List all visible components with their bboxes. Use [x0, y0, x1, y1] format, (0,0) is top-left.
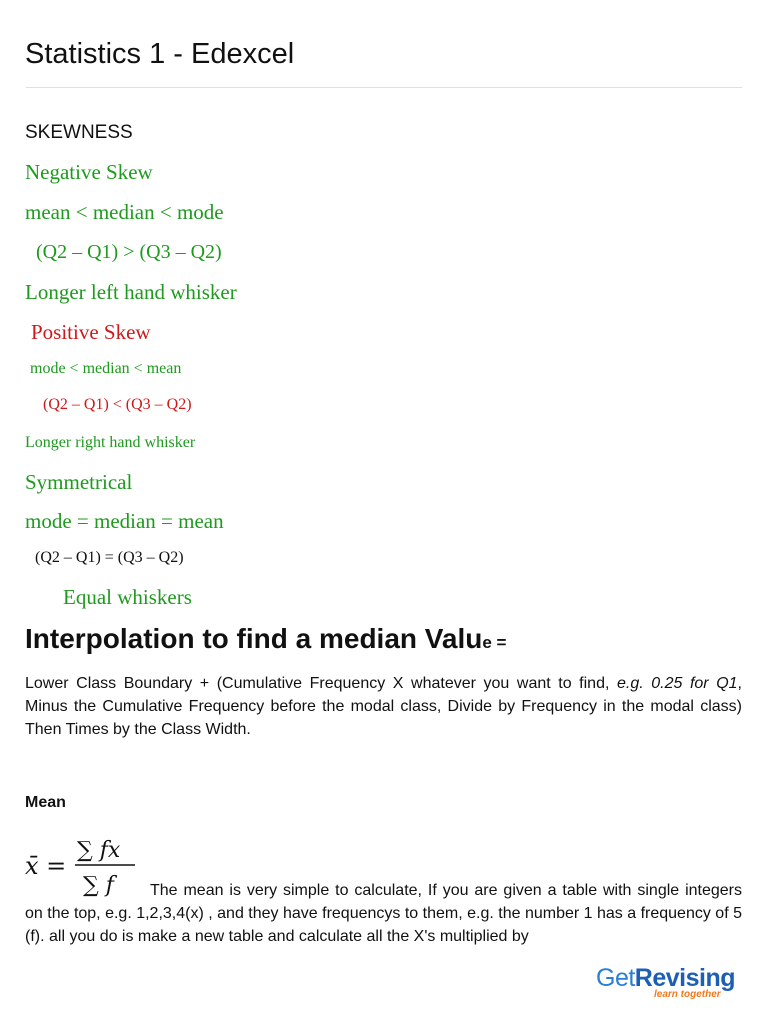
interpolation-heading — [25, 623, 506, 655]
negative-skew-whisker: Longer left hand whisker — [25, 280, 237, 304]
negative-skew-order: mean < median < mode — [25, 200, 224, 224]
symmetrical-order: mode = median = mean — [25, 509, 224, 533]
interpolation-body-part2: , Minus the Cumulative Frequency before the modal class, Divide by Frequency in the modal class) Then Times by the Class Width. — [25, 675, 742, 738]
logo-get: Get — [596, 964, 635, 992]
interpolation-body-example: e.g. 0.25 for Q1 — [616, 675, 738, 692]
interpolation-heading-tail: e = — [482, 633, 507, 652]
positive-skew-title: Positive Skew — [31, 320, 151, 344]
getrevising-logo[interactable] — [596, 964, 744, 1004]
logo-revising: Revising — [634, 964, 735, 992]
mean-formula-denominator: ∑ f — [83, 873, 114, 898]
page-title: Statistics 1 - Edexcel — [25, 38, 295, 70]
mean-formula-numerator: ∑ fx — [77, 838, 121, 863]
positive-skew-whisker: Longer right hand whisker — [25, 434, 196, 451]
symmetrical-title: Symmetrical — [25, 470, 133, 494]
positive-skew-quartiles: (Q2 – Q1) < (Q3 – Q2) — [43, 396, 192, 413]
mean-heading: Mean — [25, 794, 66, 811]
interpolation-body — [25, 672, 742, 741]
mean-formula-lhs: x̄ = — [25, 852, 67, 880]
symmetrical-quartiles: (Q2 – Q1) = (Q3 – Q2) — [35, 549, 184, 566]
logo-tagline: learn together — [654, 989, 721, 1000]
symmetrical-whisker: Equal whiskers — [63, 585, 192, 609]
mean-body: The mean is very simple to calculate, If you are given a table with single integers on the top, e.g. 1,2,3,4(x) , and they have frequencys to them, e.g. the number 1 has a frequency of 5 (f). all you do is make a new table and calculate all the X's multiplied by — [25, 882, 742, 945]
negative-skew-quartiles: (Q2 – Q1) > (Q3 – Q2) — [36, 241, 222, 263]
interpolation-body-part1: Lower Class Boundary + (Cumulative Frequency X whatever you want to find, — [25, 675, 617, 692]
positive-skew-order: mode < median < mean — [30, 360, 182, 377]
interpolation-heading-main: Interpolation to find a median Valu — [25, 623, 483, 654]
negative-skew-title: Negative Skew — [25, 160, 153, 184]
header-divider — [26, 87, 742, 88]
skewness-heading: SKEWNESS — [25, 122, 133, 143]
